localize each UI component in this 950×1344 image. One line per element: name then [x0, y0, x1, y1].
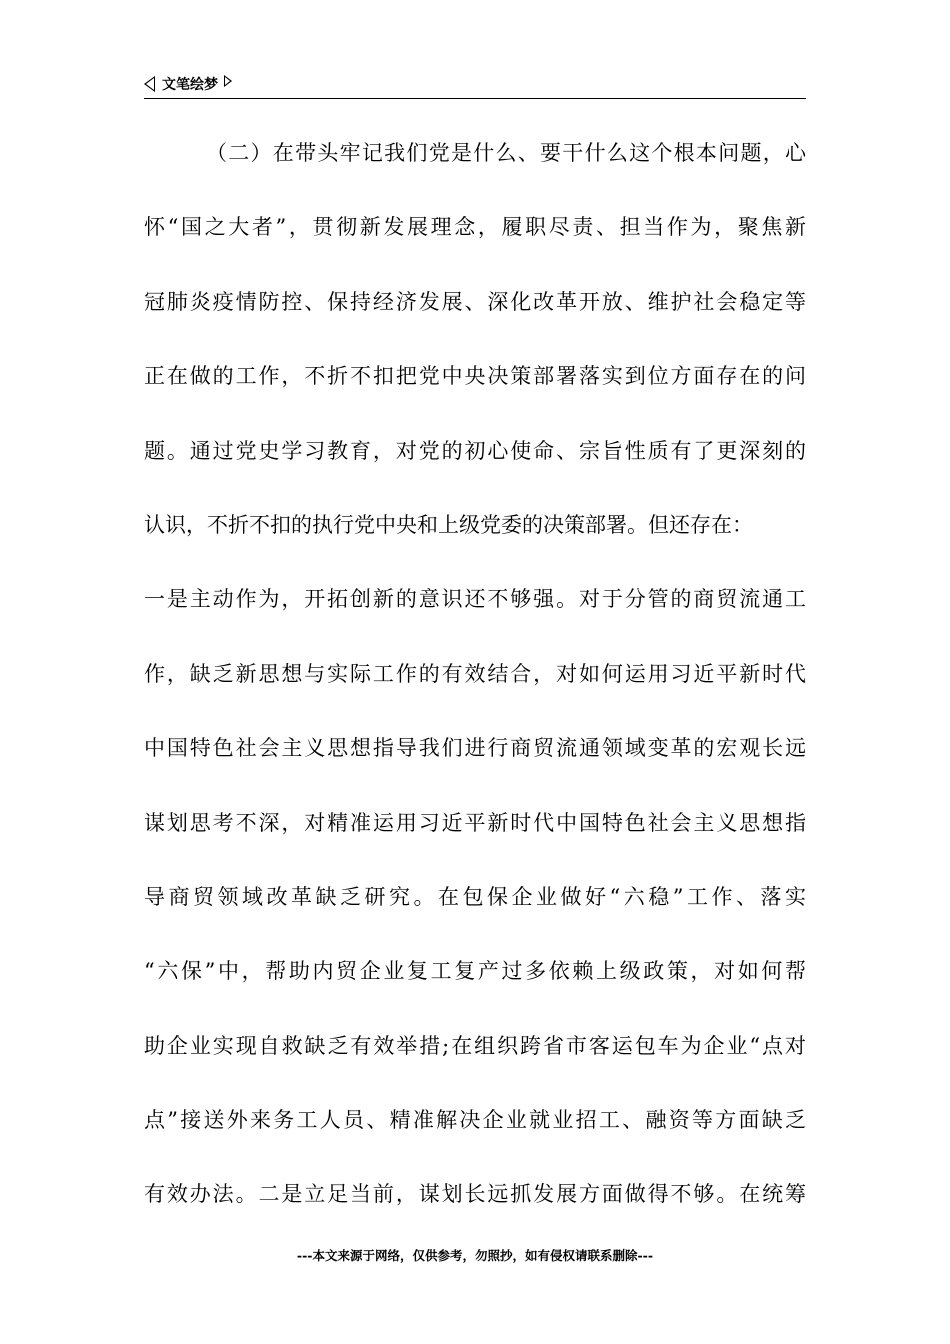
paragraph-line: 导商贸领域改革缺乏研究。在包保企业做好“六稳”工作、落实	[144, 884, 806, 909]
paragraph-line: 助企业实现自救缺乏有效举措;在组织跨省市客运包车为企业“点对	[144, 1033, 806, 1058]
paragraph-line: （二）在带头牢记我们党是什么、要干什么这个根本问题，心	[206, 141, 806, 165]
paragraph-line: 怀“国之大者”，贯彻新发展理念，履职尽责、担当作为，聚焦新	[144, 215, 806, 240]
header-brand	[144, 74, 232, 94]
triangle-right-icon	[224, 75, 232, 87]
paragraph-line: 有效办法。二是立足当前，谋划长远抓发展方面做得不够。在统筹	[144, 1182, 806, 1207]
paragraph-line: 冠肺炎疫情防控、保持经济发展、深化改革开放、维护社会稳定等	[144, 289, 806, 314]
paragraph-line: 点”接送外来务工人员、精准解决企业就业招工、融资等方面缺乏	[144, 1108, 806, 1133]
paragraph-line: 正在做的工作，不折不扣把党中央决策部署落实到位方面存在的问	[144, 364, 806, 389]
paragraph-line: “六保”中，帮助内贸企业复工复产过多依赖上级政策，对如何帮	[144, 959, 806, 984]
paragraph-line: 谋划思考不深，对精准运用习近平新时代中国特色社会主义思想指	[144, 810, 806, 835]
paragraph-line: 中国特色社会主义思想指导我们进行商贸流通领域变革的宏观长远	[144, 736, 806, 761]
footer-notice: ---本文来源于网络，仅供参考，勿照抄，如有侵权请联系删除---	[296, 1248, 654, 1263]
page-header	[144, 72, 806, 99]
paragraph-line: 题。通过党史学习教育，对党的初心使命、宗旨性质有了更深刻的	[144, 438, 806, 463]
triangle-left-icon	[144, 76, 155, 92]
paragraph-line: 认识，不折不扣的执行党中央和上级党委的决策部署。但还存在：	[144, 512, 753, 537]
paragraph-line: 作，缺乏新思想与实际工作的有效结合，对如何运用习近平新时代	[144, 661, 806, 686]
body-text	[144, 128, 806, 1244]
paragraph-line: 一是主动作为，开拓创新的意识还不够强。对于分管的商贸流通工	[144, 587, 806, 612]
brand-label: 文笔绘梦	[162, 77, 218, 93]
